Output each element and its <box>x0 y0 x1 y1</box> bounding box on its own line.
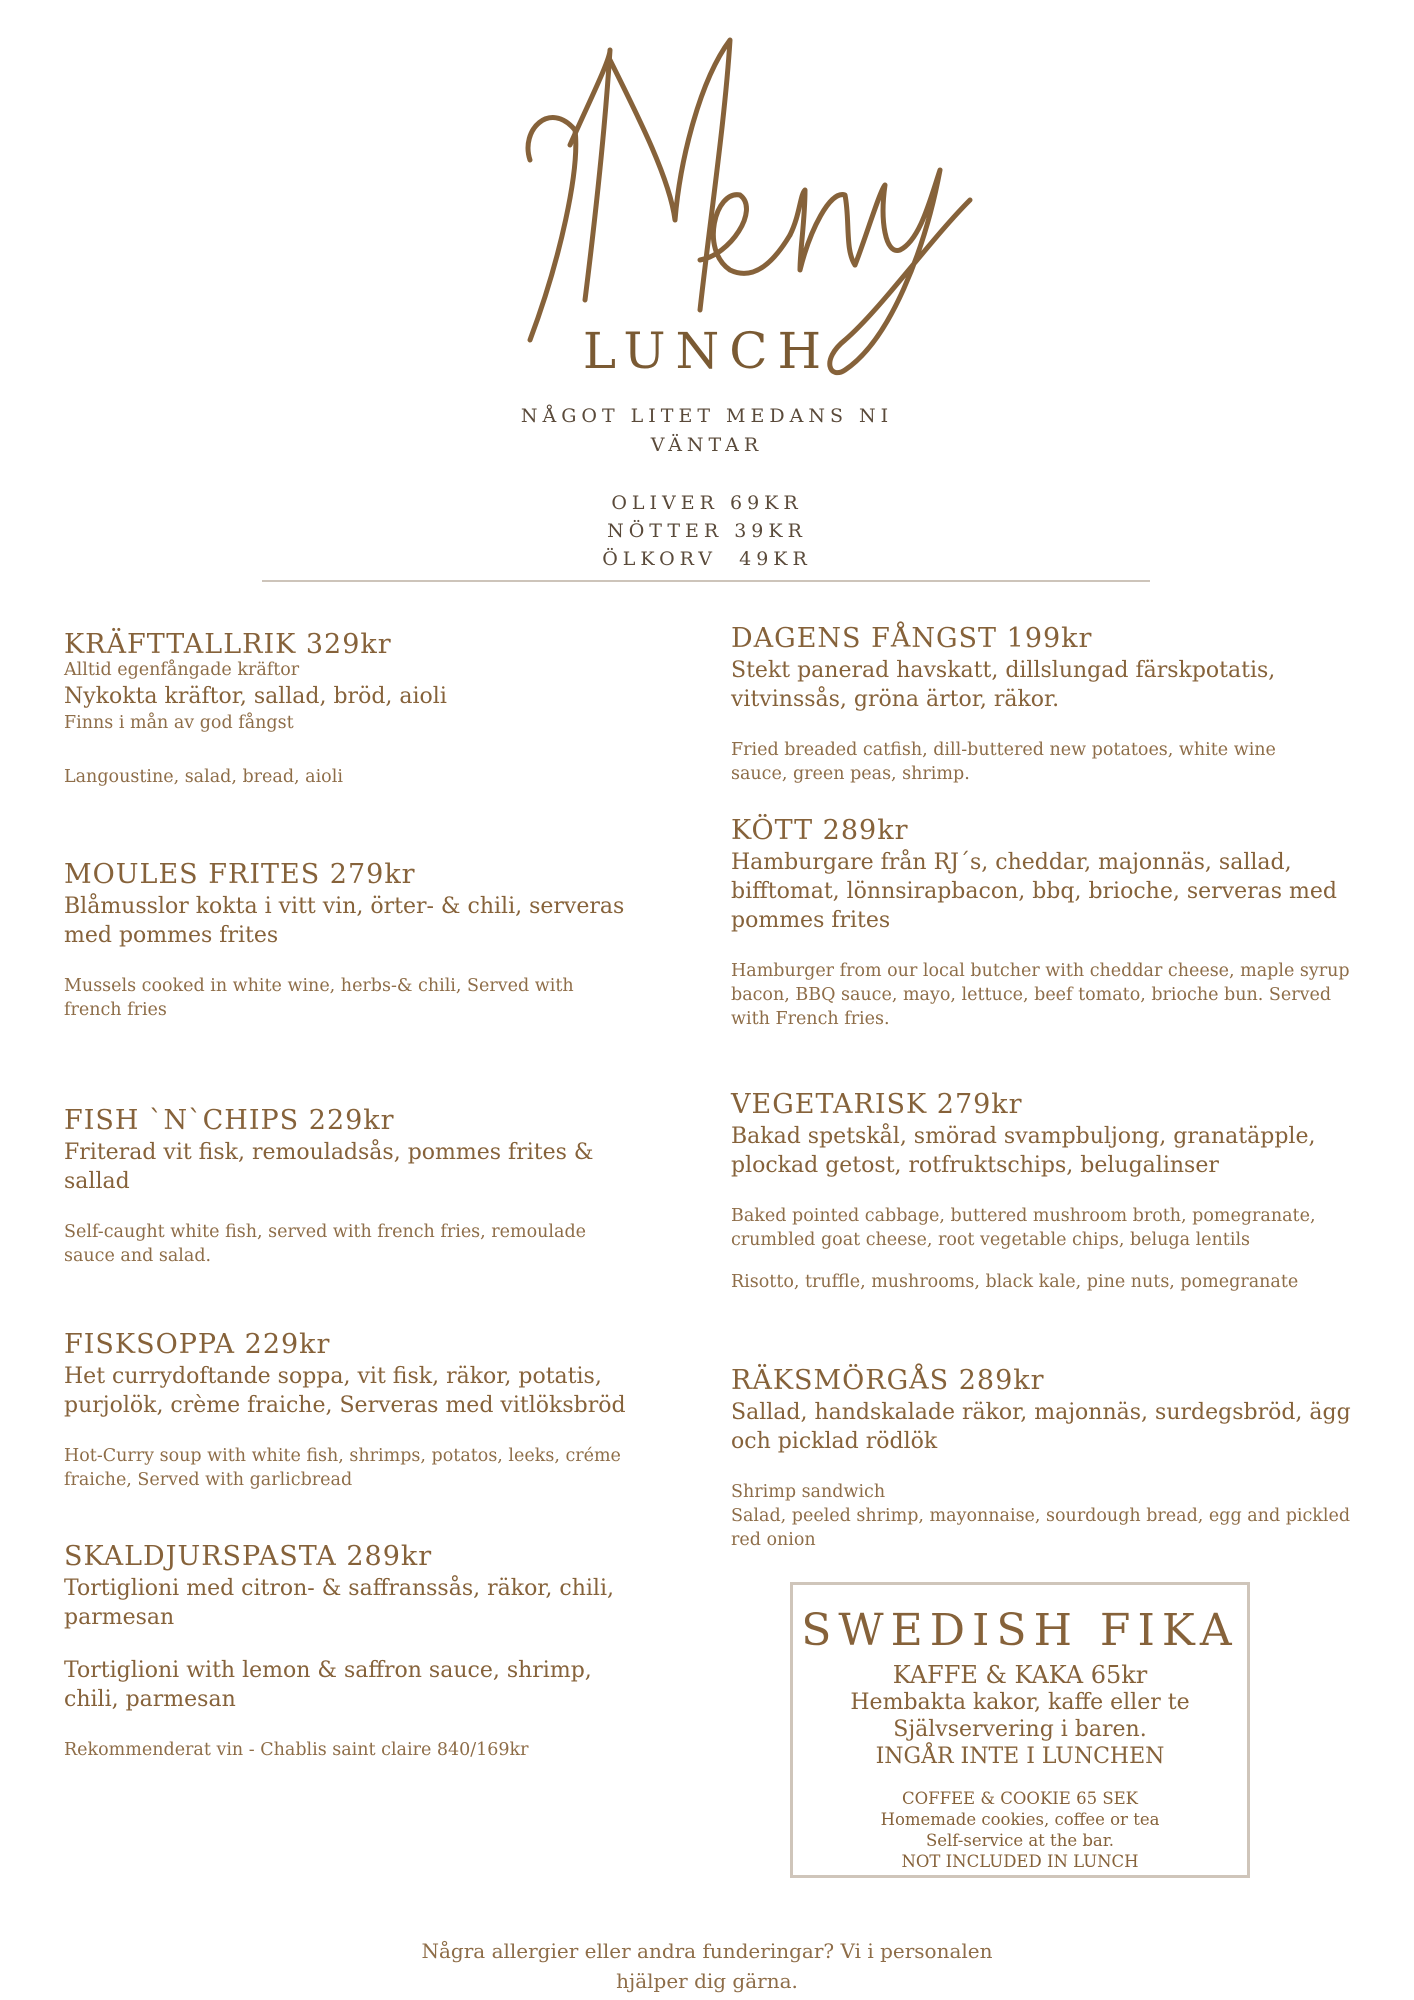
item-description: Blåmusslor kokta i vitt vin, örter- & chili, serveras med pommes frites <box>64 894 625 948</box>
item-english: Baked pointed cabbage, buttered mushroom broth, pomegranate, crumbled goat cheese, root vegetable chips, beluga lentils <box>731 1206 1316 1250</box>
footer-line-2: hjälper dig gärna. <box>616 1969 798 1993</box>
fika-title: SWEDISH FIKA <box>801 1605 1239 1656</box>
menu-item-vegetarisk <box>731 1088 1351 1294</box>
fika-description-english: Homemade cookies, coffee or tea <box>880 1810 1160 1829</box>
item-availability: Finns i mån av god fångst <box>64 713 294 733</box>
wine-recommendation: Rekommenderat vin - Chablis saint claire 840/169kr <box>64 1740 529 1760</box>
item-english: Fried breaded catfish, dill-buttered new potatoes, white wine sauce, green peas, shrimp. <box>731 740 1276 784</box>
menu-item-dagens-fangst <box>731 622 1321 786</box>
item-english-alt: Risotto, truffle, mushrooms, black kale, pine nuts, pomegranate <box>731 1272 1299 1292</box>
snack-nuts: NÖTTER 39KR <box>607 520 807 542</box>
fika-price: KAFFE & KAKA 65kr <box>892 1661 1148 1689</box>
item-description: Tortiglioni med citron- & saffranssås, räkor, chili, parmesan <box>64 1576 614 1630</box>
item-title: VEGETARISK 279kr <box>731 1089 1023 1120</box>
swedish-fika-box <box>790 1582 1250 1878</box>
lunch-heading: LUNCH <box>582 322 832 380</box>
subtitle-line-2: VÄNTAR <box>650 434 764 456</box>
item-description: Het currydoftande soppa, vit fisk, räkor, potatis, purjolök, crème fraiche, Serveras med vitlöksbröd <box>64 1364 626 1418</box>
fika-self-service-english: Self-service at the bar. <box>925 1831 1115 1850</box>
item-english: Hot-Curry soup with white fish, shrimps, potatos, leeks, créme fraiche, Served with garlicbread <box>64 1446 621 1490</box>
item-english-title: Shrimp sandwich <box>731 1482 886 1502</box>
item-english: Langoustine, salad, bread, aioli <box>64 767 343 787</box>
menu-item-kott <box>731 814 1351 1031</box>
item-description: Sallad, handskalade räkor, majonnäs, surdegsbröd, ägg och picklad rödlök <box>731 1400 1351 1454</box>
item-description-english: Tortiglioni with lemon & saffron sauce, shrimp, chili, parmesan <box>64 1658 592 1712</box>
item-title: KÖTT 289kr <box>731 815 909 846</box>
fika-not-included-english: NOT INCLUDED IN LUNCH <box>901 1852 1139 1871</box>
footer-line-1: Några allergier eller andra funderingar? Vi i personalen <box>421 1939 993 1963</box>
item-english: Self-caught white fish, served with french fries, remoulade sauce and salad. <box>64 1222 587 1266</box>
item-description: Stekt panerad havskatt, dillslungad färskpotatis, vitvinssås, gröna ärtor, räkor. <box>731 658 1276 712</box>
menu-item-skaldjurspasta <box>64 1540 624 1762</box>
fika-price-english: COFFEE & COOKIE 65 SEK <box>901 1789 1139 1808</box>
subtitle-line-1: NÅGOT LITET MEDANS NI <box>520 405 894 427</box>
item-description: Nykokta kräftor, sallad, bröd, aioli <box>64 684 447 709</box>
item-english: Mussels cooked in white wine, herbs-& chili, Served with french fries <box>64 976 574 1020</box>
snack-olives: OLIVER 69KR <box>611 492 803 514</box>
item-title: KRÄFTTALLRIK 329kr <box>64 629 392 660</box>
item-description: Friterad vit fisk, remouladsås, pommes frites & sallad <box>64 1140 594 1194</box>
item-title: FISKSOPPA 229kr <box>64 1329 331 1360</box>
item-english: Hamburger from our local butcher with cheddar cheese, maple syrup bacon, BBQ sauce, mayo, lettuce, beef tomato, brioche bun. Served with French fries. <box>731 961 1350 1029</box>
allergy-footer <box>0 1936 1414 1996</box>
menu-item-raksmorgas <box>731 1364 1351 1552</box>
item-title: FISH `N`CHIPS 229kr <box>64 1105 395 1136</box>
menu-item-moules-frites <box>64 858 654 1022</box>
item-english: Salad, peeled shrimp, mayonnaise, sourdough bread, egg and pickled red onion <box>731 1506 1351 1550</box>
item-title: SKALDJURSPASTA 289kr <box>64 1541 433 1572</box>
header-divider <box>262 580 1150 582</box>
item-description: Hamburgare från RJ´s, cheddar, majonnäs, sallad, bifftomat, lönnsirapbacon, bbq, brioche, serveras med pommes frites <box>731 850 1337 933</box>
snack-sausage: ÖLKORV 49KR <box>602 548 812 570</box>
menu-item-fisksoppa <box>64 1328 664 1492</box>
fika-description: Hembakta kakor, kaffe eller te <box>850 1690 1190 1715</box>
item-description: Bakad spetskål, smörad svampbuljong, granatäpple, plockad getost, rotfruktschips, belugalinser <box>731 1124 1316 1178</box>
item-title: RÄKSMÖRGÅS 289kr <box>731 1365 1045 1396</box>
item-note: Alltid egenfångade kräftor <box>64 660 300 680</box>
fika-not-included: INGÅR INTE I LUNCHEN <box>875 1744 1165 1769</box>
menu-item-krafttallrik <box>64 628 684 789</box>
menu-item-fish-n-chips <box>64 1104 634 1268</box>
fika-self-service: Självservering i baren. <box>893 1717 1147 1742</box>
item-title: DAGENS FÅNGST 199kr <box>731 623 1093 654</box>
item-title: MOULES FRITES 279kr <box>64 859 416 890</box>
